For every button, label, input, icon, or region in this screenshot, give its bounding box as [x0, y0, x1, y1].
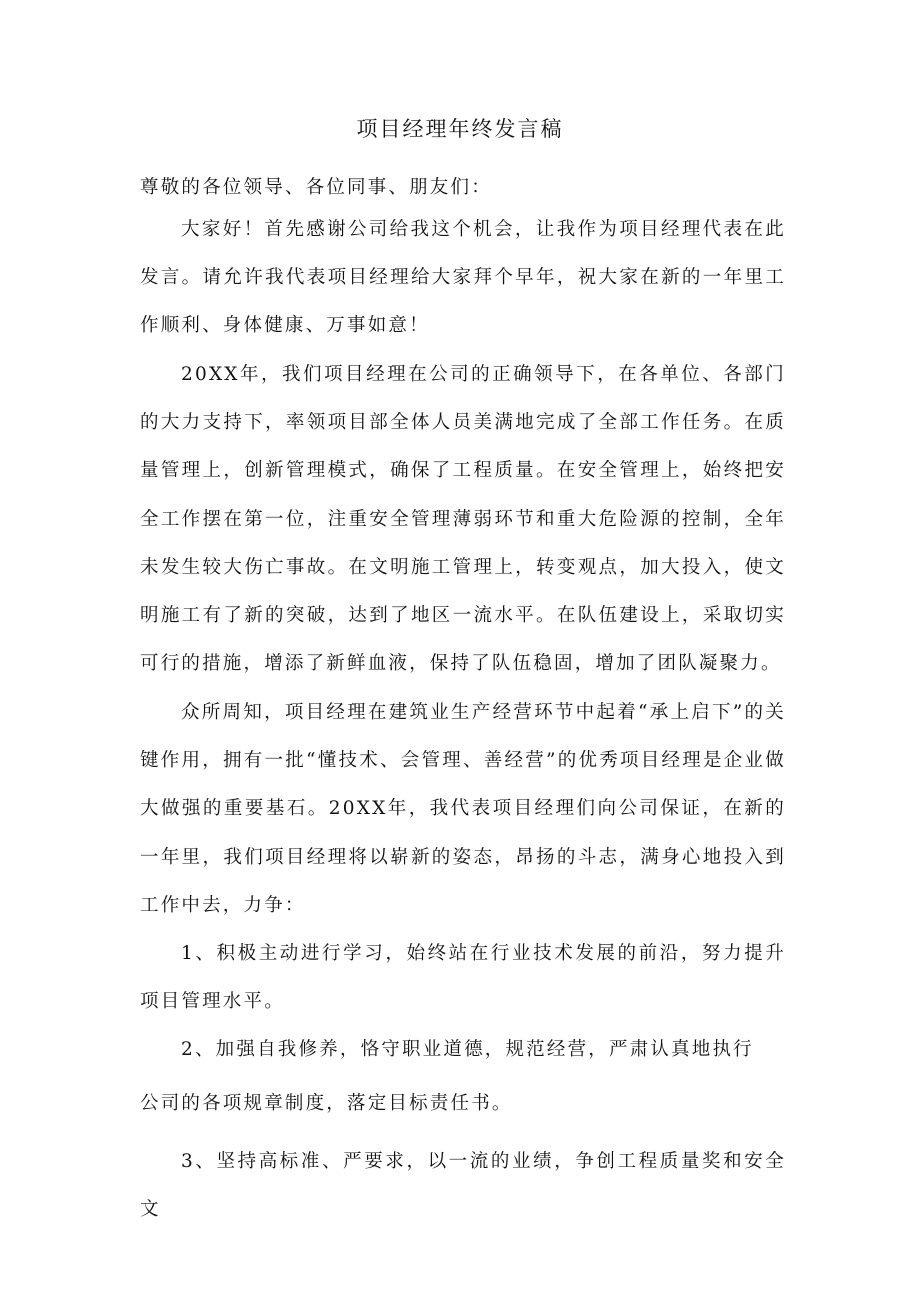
- list-item-3: 3、坚持高标准、严要求，以一流的业绩，争创工程质量奖和安全文: [140, 1151, 786, 1221]
- list-item-2: 2、加强自我修养，恪守职业道德，规范经营，严肃认真地执行: [181, 1039, 754, 1060]
- salutation: 尊敬的各位领导、各位同事、朋友们：: [140, 177, 492, 198]
- list-item-2-continued: 公司的各项规章制度，落定目标责任书。: [140, 1093, 513, 1114]
- list-item-1: 1、积极主动进行学习，始终站在行业技术发展的前沿，努力提升项目管理水平。: [140, 943, 786, 1013]
- paragraph-commitment: 众所周知，项目经理在建筑业生产经营环节中起着“承上启下”的关键作用，拥有一批“懂技术、会管理、善经营”的优秀项目经理是企业做大做强的重要基石。20XX年，我代表项目经理们向公司保证，在新的一年里，我们项目经理将以崭新的姿态，昂扬的斗志，满身心地投入到工作中去，力争：: [140, 702, 786, 916]
- paragraph-achievements: 20XX年，我们项目经理在公司的正确领导下，在各单位、各部门的大力支持下，率领项目部全体人员美满地完成了全部工作任务。在质量管理上，创新管理模式，确保了工程质量。在安全管理上，始终把安全工作摆在第一位，注重安全管理薄弱环节和重大危险源的控制，全年未发生较大伤亡事故。在文明施工管理上，转变观点，加大投入，使文明施工有了新的突破，达到了地区一流水平。在队伍建设上，采取切实可行的措施，增添了新鲜血液，保持了队伍稳固，增加了团队凝聚力。: [140, 364, 786, 675]
- document-title: 项目经理年终发言稿: [356, 117, 564, 141]
- paragraph-greeting: 大家好！首先感谢公司给我这个机会，让我作为项目经理代表在此发言。请允许我代表项目经理给大家拜个早年，祝大家在新的一年里工作顺利、身体健康、万事如意！: [140, 219, 786, 337]
